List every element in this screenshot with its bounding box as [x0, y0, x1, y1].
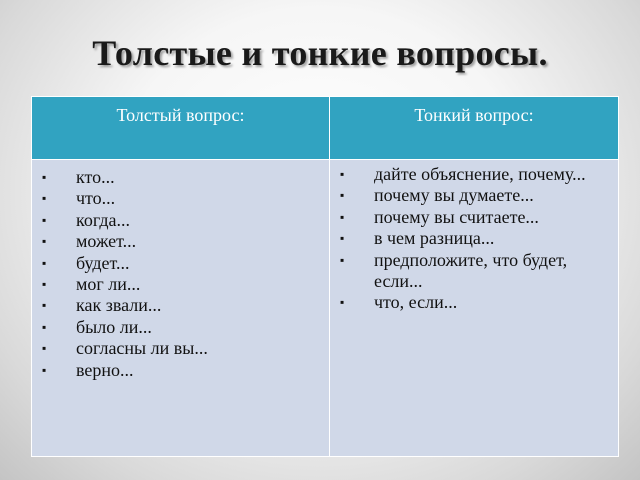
- square-bullet-icon: ▪: [42, 341, 47, 356]
- thick-questions-cell: [32, 160, 330, 457]
- square-bullet-icon: ▪: [340, 167, 345, 181]
- list-item: [40, 338, 321, 359]
- list-item: [338, 164, 610, 185]
- table-header-row: [32, 97, 619, 160]
- list-item: [40, 274, 321, 295]
- list-item: [338, 250, 610, 293]
- square-bullet-icon: ▪: [42, 319, 47, 334]
- square-bullet-icon: ▪: [340, 188, 345, 203]
- square-bullet-icon: ▪: [42, 212, 47, 227]
- square-bullet-icon: ▪: [340, 252, 345, 267]
- table-body-row: [32, 160, 619, 457]
- slide-title: Толстые и тонкие вопросы.: [92, 33, 548, 73]
- thick-question-heading: Толстый вопрос:: [32, 97, 330, 160]
- list-item: [338, 207, 610, 228]
- square-bullet-icon: ▪: [340, 295, 345, 310]
- list-item-text: верно...: [76, 359, 134, 380]
- list-item-text: как звали...: [76, 295, 162, 316]
- square-bullet-icon: ▪: [42, 277, 47, 292]
- list-item: [338, 292, 610, 313]
- list-item-text: дайте объяснение, почему...: [374, 164, 586, 184]
- list-item-text: может...: [76, 231, 137, 252]
- square-bullet-icon: ▪: [42, 298, 47, 313]
- square-bullet-icon: ▪: [42, 362, 47, 377]
- square-bullet-icon: ▪: [42, 191, 47, 206]
- list-item-text: будет...: [76, 252, 130, 273]
- list-item: [338, 185, 610, 206]
- list-item-text: что, если...: [374, 292, 458, 313]
- square-bullet-icon: ▪: [340, 209, 345, 224]
- list-item: [40, 210, 321, 231]
- thick-questions-list: [32, 160, 329, 381]
- list-item-text: мог ли...: [76, 274, 141, 295]
- square-bullet-icon: ▪: [42, 170, 47, 184]
- list-item: [40, 295, 321, 316]
- list-item-text: было ли...: [76, 316, 152, 337]
- square-bullet-icon: ▪: [340, 231, 345, 246]
- list-item: [40, 317, 321, 338]
- list-item: [40, 188, 321, 209]
- list-item-text: почему вы считаете...: [374, 206, 539, 227]
- list-item-text: согласны ли вы...: [76, 338, 208, 359]
- list-item-text: кто...: [76, 167, 115, 187]
- list-item: [40, 253, 321, 274]
- list-item: [40, 167, 321, 188]
- thin-question-heading: Тонкий вопрос:: [330, 97, 619, 160]
- list-item: [338, 228, 610, 249]
- list-item-text: в чем разница...: [374, 228, 495, 249]
- thin-questions-cell: [330, 160, 619, 457]
- list-item-text: что...: [76, 188, 116, 209]
- questions-table: [31, 96, 619, 457]
- list-item: [40, 231, 321, 252]
- list-item: [40, 360, 321, 381]
- list-item-text: почему вы думаете...: [374, 185, 534, 206]
- square-bullet-icon: ▪: [42, 255, 47, 270]
- square-bullet-icon: ▪: [42, 234, 47, 249]
- list-item-text: когда...: [76, 209, 130, 230]
- list-item-text: предположите, что будет, если...: [374, 249, 568, 292]
- thin-questions-list: [330, 160, 618, 314]
